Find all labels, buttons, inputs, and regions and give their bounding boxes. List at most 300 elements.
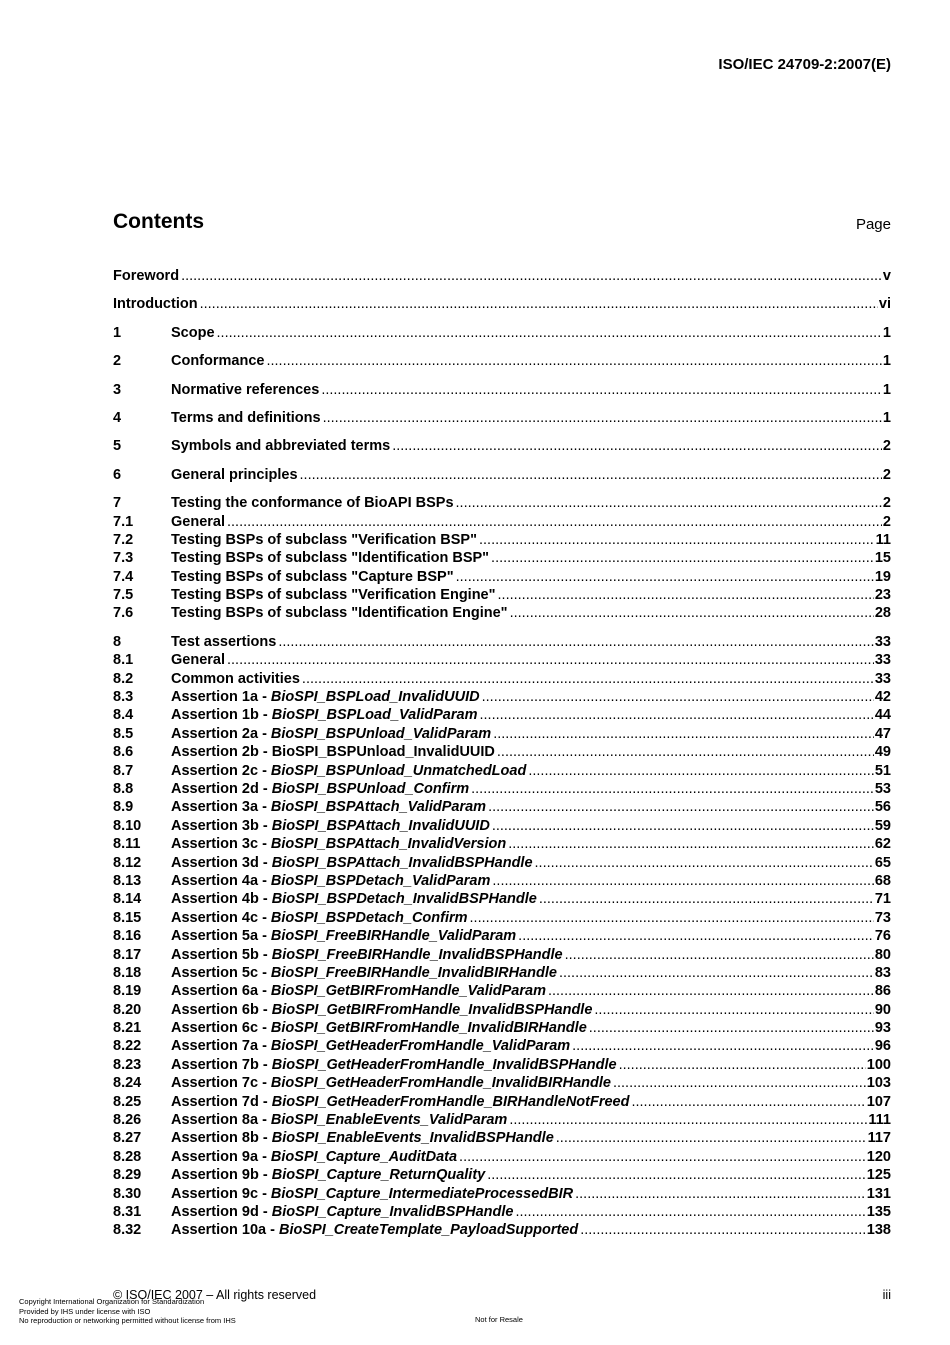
toc-entry[interactable]: [113, 1167, 891, 1185]
dot-leader: [487, 1167, 866, 1183]
dot-leader: [497, 744, 874, 760]
toc-entry-page: 62: [874, 836, 891, 853]
dot-leader: [227, 652, 874, 668]
toc-entry-page: 19: [874, 568, 891, 585]
stamp-line: Copyright International Organization for Standardization: [19, 1297, 205, 1306]
dot-leader: [302, 671, 874, 687]
dot-leader: [456, 495, 882, 511]
dot-leader: [300, 467, 882, 483]
toc-entry[interactable]: [113, 296, 891, 314]
toc-entry-number: 8.26: [113, 1112, 142, 1129]
dot-leader: [619, 1057, 866, 1073]
dot-leader: [217, 325, 882, 341]
toc-entry-title: [171, 382, 319, 398]
toc-entry-title: [171, 353, 264, 369]
toc-entry-title-text: Introduction: [113, 296, 198, 313]
toc-entry-function-name: BioSPI_CreateTemplate_PayloadSupported: [279, 1222, 579, 1239]
toc-entry[interactable]: [113, 928, 891, 946]
toc-entry[interactable]: [113, 836, 891, 854]
toc-entry-page: 86: [874, 983, 891, 1000]
toc-entry-title-text: Normative references: [171, 381, 320, 398]
stamp-line: No reproduction or networking permitted without license from IHS: [19, 1316, 236, 1325]
dot-leader: [565, 947, 874, 963]
dot-leader: [488, 799, 874, 815]
toc-entry[interactable]: [113, 965, 891, 983]
toc-entry-page: 2: [882, 513, 891, 530]
toc-entry-page: 131: [866, 1185, 891, 1202]
toc-entry-number: 8.8: [113, 780, 134, 797]
toc-entry[interactable]: [113, 353, 891, 371]
toc-entry-number: 8.18: [113, 964, 142, 981]
toc-entry-function-name: BioSPI_BSPUnload_ValidParam: [270, 725, 492, 742]
dot-leader: [479, 532, 875, 548]
toc-entry-page: 44: [874, 707, 891, 724]
toc-entry-page: 111: [868, 1112, 891, 1129]
toc-entry[interactable]: [113, 855, 891, 873]
toc-entry-title-text: Scope: [171, 324, 215, 341]
toc-entry[interactable]: [113, 707, 891, 725]
toc-entry-title: [171, 410, 321, 426]
toc-entry[interactable]: [113, 1130, 891, 1148]
toc-entry[interactable]: [113, 1075, 891, 1093]
toc-entry-function-name: BioSPI_Capture_ReturnQuality: [271, 1167, 486, 1184]
toc-entry-page: 33: [874, 652, 891, 669]
toc-entry-title-text: Testing BSPs of subclass "Identification Engine": [171, 605, 508, 622]
toc-entry-function-name: BioSPI_EnableEvents_ValidParam: [270, 1112, 508, 1129]
toc-entry-number: 8.27: [113, 1130, 142, 1147]
toc-entry-title: [171, 1222, 578, 1238]
toc-entry-number: 8.30: [113, 1185, 142, 1202]
dot-leader: [515, 1204, 865, 1220]
dot-leader: [200, 296, 878, 312]
not-for-resale-note: Not for Resale: [475, 1315, 523, 1324]
dot-leader: [482, 689, 874, 705]
toc-entry-title-text: Assertion 2c -: [171, 762, 271, 779]
toc-entry-title: [171, 587, 496, 603]
toc-entry-number: 7.3: [113, 550, 134, 567]
toc-entry-page: 33: [874, 670, 891, 687]
dot-leader: [266, 353, 881, 369]
toc-entry-function-name: BioSPI_GetBIRFromHandle_InvalidBSPHandle: [271, 1001, 593, 1018]
dot-leader: [548, 983, 874, 999]
toc-entry-function-name: BioSPI_Capture_IntermediateProcessedBIR: [270, 1185, 574, 1202]
page-column-label: Page: [855, 216, 891, 233]
toc-entry-page: 138: [866, 1222, 891, 1239]
license-stamp: [19, 1297, 236, 1326]
toc-entry[interactable]: [113, 382, 891, 400]
dot-leader: [392, 438, 882, 454]
toc-entry-title-text: Assertion 6a -: [171, 983, 271, 1000]
toc-entry-function-name: BioSPI_FreeBIRHandle_ValidParam: [270, 928, 517, 945]
toc-entry-title-text: Testing BSPs of subclass "Verification Engine": [171, 587, 496, 604]
toc-entry[interactable]: [113, 1204, 891, 1222]
toc-entry[interactable]: [113, 910, 891, 928]
toc-entry-title-text: Assertion 2d -: [171, 780, 272, 797]
toc-entry-title: [171, 532, 477, 548]
toc-entry[interactable]: [113, 1057, 891, 1075]
toc-entry-page: 51: [874, 762, 891, 779]
toc-entry-number: 2: [113, 353, 122, 370]
toc-entry-title: [171, 1038, 570, 1054]
toc-entry-page: 47: [874, 725, 891, 742]
toc-entry-page: 53: [874, 780, 891, 797]
toc-entry-title-text: Assertion 3d -: [171, 854, 272, 871]
toc-entry[interactable]: [113, 1186, 891, 1204]
toc-entry-page: 100: [866, 1056, 891, 1073]
toc-entry[interactable]: [113, 495, 891, 513]
toc-entry[interactable]: [113, 671, 891, 689]
toc-entry-title-text: Foreword: [113, 268, 180, 284]
toc-entry-title: [171, 550, 489, 566]
toc-entry-title: [171, 438, 390, 454]
toc-entry[interactable]: [113, 763, 891, 781]
toc-entry-page: 135: [866, 1203, 891, 1220]
footer-page-number: iii: [882, 1288, 891, 1302]
toc-entry-title-text: Assertion 1b -: [171, 707, 272, 724]
toc-entry-title: [171, 1204, 513, 1220]
toc-entry-page: 68: [874, 872, 891, 889]
dot-leader: [509, 1112, 867, 1128]
toc-entry-number: 8.32: [113, 1222, 142, 1239]
toc-entry-page: 59: [874, 817, 891, 834]
dot-leader: [539, 891, 874, 907]
toc-entry-title: [171, 818, 490, 834]
toc-entry[interactable]: [113, 818, 891, 836]
toc-entry[interactable]: [113, 891, 891, 909]
toc-entry-title-text: Assertion 6b -: [171, 1001, 272, 1018]
toc-entry-number: 8.9: [113, 799, 134, 816]
toc-entry-number: 8.11: [113, 836, 141, 853]
toc-entry-function-name: BioSPI_BSPUnload_Confirm: [271, 780, 470, 797]
toc-entry-number: 8.22: [113, 1038, 142, 1055]
dot-leader: [594, 1002, 873, 1018]
toc-entry-number: 8.13: [113, 872, 142, 889]
dot-leader: [510, 605, 874, 621]
toc-entry-number: 8.23: [113, 1056, 142, 1073]
toc-entry-page: 76: [874, 928, 891, 945]
dot-leader: [470, 910, 874, 926]
toc-entry-title-text: Assertion 2a -: [171, 725, 271, 742]
toc-entry-title-text: Symbols and abbreviated terms: [171, 438, 391, 455]
toc-entry[interactable]: [113, 438, 891, 456]
toc-entry-title-text: Assertion 7a -: [171, 1038, 271, 1055]
toc-entry-title-text: Testing BSPs of subclass "Verification BSP": [171, 531, 477, 548]
toc-entry-title: [113, 296, 198, 312]
toc-entry-function-name: BioSPI_BSPDetach_ValidParam: [270, 872, 491, 889]
dot-leader: [556, 1130, 867, 1146]
toc-entry-page: v: [882, 268, 891, 284]
dot-leader: [498, 587, 874, 603]
toc-entry-title-text: Assertion 6c -: [171, 1020, 271, 1037]
toc-entry-number: 8.5: [113, 725, 134, 742]
toc-entry-number: 8.15: [113, 909, 142, 926]
stamp-line: Provided by IHS under license with ISO: [19, 1306, 151, 1316]
toc-entry-title-text: Assertion 3a -: [171, 799, 271, 816]
toc-entry-title: [171, 763, 526, 779]
toc-entry-number: 8.7: [113, 762, 134, 779]
toc-entry[interactable]: [113, 1002, 891, 1020]
toc-entry-number: 8.1: [113, 652, 134, 669]
toc-entry-title-text: Assertion 9a -: [171, 1148, 271, 1165]
toc-entry-title: [171, 947, 563, 963]
toc-entry-title: [171, 1075, 611, 1091]
toc-entry-number: 8.3: [113, 689, 134, 706]
toc-entry-number: 4: [113, 409, 122, 426]
toc-entry-number: 8.6: [113, 744, 134, 761]
toc-entry-function-name: BioSPI_GetHeaderFromHandle_ValidParam: [270, 1038, 571, 1055]
toc-entry[interactable]: [113, 532, 891, 550]
toc-entry-title-text: General: [171, 513, 225, 530]
toc-entry[interactable]: [113, 781, 891, 799]
toc-entry[interactable]: [113, 1149, 891, 1167]
toc-entry-title: [171, 671, 300, 687]
dot-leader: [580, 1222, 866, 1238]
dot-leader: [508, 836, 874, 852]
toc-entry-function-name: BioSPI_GetHeaderFromHandle_InvalidBIRHandle: [270, 1075, 611, 1092]
toc-entry-function-name: BioSPI_BSPAttach_InvalidUUID: [271, 817, 490, 834]
toc-entry-title-text: Assertion 5a -: [171, 928, 271, 945]
toc-entry[interactable]: [113, 605, 891, 623]
footer-copyright: © ISO/IEC 2007 – All rights reserved: [113, 1288, 317, 1302]
toc-entry-function-name: BioSPI_GetHeaderFromHandle_BIRHandleNotFreed: [271, 1093, 630, 1110]
toc-entry[interactable]: [113, 744, 891, 762]
toc-entry-title: [171, 910, 468, 926]
toc-entry-page: 93: [874, 1020, 891, 1037]
toc-entry-number: 8.21: [113, 1020, 142, 1037]
toc-entry-title: [171, 836, 506, 852]
toc-entry-title-text: Assertion 7c -: [171, 1075, 271, 1092]
dot-leader: [572, 1038, 874, 1054]
toc-entry-title: [171, 1020, 587, 1036]
dot-leader: [528, 763, 874, 779]
dot-leader: [323, 410, 882, 426]
toc-entry-page: 42: [874, 689, 891, 706]
toc-entry-number: 7.6: [113, 605, 134, 622]
toc-entry-title-text: Assertion 9c -: [171, 1185, 271, 1202]
toc-entry[interactable]: [113, 1112, 891, 1130]
toc-entry-title: [171, 873, 490, 889]
toc-entry-number: 6: [113, 466, 122, 483]
dot-leader: [459, 1149, 866, 1165]
toc-entry-title: [171, 707, 477, 723]
toc-entry[interactable]: [113, 325, 891, 343]
toc-entry-title-text: Assertion 8b -: [171, 1130, 272, 1147]
toc-entry-title: [171, 325, 215, 341]
toc-entry-number: 5: [113, 438, 122, 455]
toc-entry[interactable]: [113, 634, 891, 652]
toc-entry-function-name: BioSPI_GetHeaderFromHandle_InvalidBSPHandle: [271, 1056, 617, 1073]
toc-entry-number: 8.24: [113, 1075, 142, 1092]
toc-entry-page: 11: [875, 531, 891, 548]
dot-leader: [575, 1186, 866, 1202]
toc-entry-title: [171, 891, 537, 907]
toc-entry-title: [171, 1149, 457, 1165]
dot-leader: [278, 634, 874, 650]
toc-entry-title: [171, 634, 276, 650]
dot-leader: [492, 818, 874, 834]
dot-leader: [589, 1020, 874, 1036]
toc-entry-function-name: BioSPI_BSPDetach_Confirm: [270, 909, 468, 926]
toc-entry-title: [171, 467, 298, 483]
toc-entry[interactable]: [113, 947, 891, 965]
toc-entry[interactable]: [113, 1020, 891, 1038]
document-id: ISO/IEC 24709-2:2007(E): [718, 56, 891, 73]
toc-entry[interactable]: [113, 1222, 891, 1240]
toc-entry-number: 7: [113, 495, 122, 512]
toc-entry-page: 117: [867, 1130, 891, 1147]
toc-entry[interactable]: [113, 467, 891, 485]
toc-entry-page: 33: [874, 633, 891, 650]
toc-entry-title-text: Assertion 3b -: [171, 817, 272, 834]
dot-leader: [631, 1094, 865, 1110]
toc-entry[interactable]: [113, 268, 891, 286]
toc-entry-number: 8.29: [113, 1167, 142, 1184]
toc-entry-title: [171, 689, 480, 705]
toc-entry-function-name: BioSPI_BSPAttach_InvalidVersion: [270, 836, 507, 853]
toc-entry-page: 49: [874, 744, 891, 761]
toc-entry-page: 125: [866, 1167, 891, 1184]
toc-entry[interactable]: [113, 1094, 891, 1112]
toc-entry-function-name: BioSPI_Capture_AuditData: [270, 1148, 458, 1165]
toc-entry[interactable]: [113, 652, 891, 670]
dot-leader: [471, 781, 874, 797]
toc-entry-page: 1: [882, 324, 891, 341]
toc-entry-title-text: Assertion 3c -: [171, 836, 271, 853]
toc-entry-title-text: Assertion 10a -: [171, 1222, 279, 1239]
toc-entry-number: 8.17: [113, 946, 142, 963]
toc-entry[interactable]: [113, 550, 891, 568]
toc-entry-title-text: Assertion 1a -: [171, 689, 271, 706]
toc-entry-title-text: Assertion 9b -: [171, 1167, 272, 1184]
toc-entry-function-name: BioSPI_FreeBIRHandle_InvalidBIRHandle: [270, 964, 557, 981]
toc-entry-title: [171, 781, 469, 797]
toc-entry-title: [171, 928, 516, 944]
toc-entry-title-text: Assertion 4b -: [171, 891, 272, 908]
toc-entry-title: [171, 1167, 485, 1183]
toc-entry-number: 7.2: [113, 531, 134, 548]
dot-leader: [518, 928, 874, 944]
toc-entry-title-text: Testing the conformance of BioAPI BSPs: [171, 495, 454, 512]
toc-entry-title: [171, 1112, 507, 1128]
toc-entry-title-text: Common activities: [171, 670, 300, 687]
toc-entry-number: 8.16: [113, 928, 142, 945]
toc-entry-title: [171, 514, 225, 530]
dot-leader: [456, 569, 874, 585]
toc-entry-title-text: Assertion 7d -: [171, 1093, 272, 1110]
toc-entry[interactable]: [113, 1038, 891, 1056]
toc-entry-page: 103: [866, 1075, 891, 1092]
toc-entry-function-name: BioSPI_BSPAttach_InvalidBSPHandle: [271, 854, 533, 871]
dot-leader: [321, 382, 882, 398]
toc-entry-page: 120: [866, 1148, 891, 1165]
toc-entry-page: 73: [874, 909, 891, 926]
dot-leader: [493, 726, 874, 742]
toc-entry-page: 1: [882, 353, 891, 370]
toc-entry-title-text: Testing BSPs of subclass "Identification BSP": [171, 550, 490, 567]
toc-entry[interactable]: [113, 587, 891, 605]
toc-entry-number: 8.25: [113, 1093, 142, 1110]
toc-entry-page: 107: [866, 1093, 891, 1110]
toc-entry[interactable]: [113, 514, 891, 532]
toc-entry-page: 96: [874, 1038, 891, 1055]
toc-entry-number: 8: [113, 633, 122, 650]
toc-entry-title-text: Assertion 8a -: [171, 1112, 271, 1129]
toc-entry-function-name: BioSPI_Capture_InvalidBSPHandle: [271, 1203, 514, 1220]
dot-leader: [479, 707, 873, 723]
toc-entry-function-name: BioSPI_BSPUnload_UnmatchedLoad: [270, 762, 527, 779]
toc-entry-number: 8.10: [113, 817, 142, 834]
toc-entry-function-name: BioSPI_BSPLoad_ValidParam: [271, 707, 478, 724]
toc-entry-number: 8.2: [113, 670, 134, 687]
dot-leader: [491, 550, 874, 566]
toc-entry[interactable]: [113, 569, 891, 587]
toc-entry-page: 2: [882, 495, 891, 512]
toc-entry-page: 83: [874, 964, 891, 981]
toc-entry-title: [171, 495, 454, 511]
toc-entry-page: 2: [882, 438, 891, 455]
toc-entry-title: [113, 268, 179, 284]
toc-entry[interactable]: [113, 726, 891, 744]
toc-entry-page: 56: [874, 799, 891, 816]
toc-entry-title-text: Test assertions: [171, 633, 277, 650]
toc-entry-title-text: Assertion 4a -: [171, 872, 271, 889]
toc-entry-title: [171, 726, 491, 742]
toc-entry-title-text: Assertion 7b -: [171, 1056, 272, 1073]
toc-entry-number: 7.4: [113, 568, 134, 585]
contents-title: Contents: [113, 210, 204, 233]
toc-entry-function-name: BioSPI_BSPAttach_ValidParam: [270, 799, 487, 816]
toc-entry-number: 8.14: [113, 891, 142, 908]
toc-entry-page: 1: [882, 381, 891, 398]
toc-entry[interactable]: [113, 689, 891, 707]
toc-entry-function-name: BioSPI_GetBIRFromHandle_InvalidBIRHandle: [270, 1020, 587, 1037]
toc-entry-title: [171, 855, 533, 871]
toc-entry[interactable]: [113, 410, 891, 428]
toc-entry-title-text: Terms and definitions: [171, 409, 321, 426]
toc-entry-page: 65: [874, 854, 891, 871]
dot-leader: [535, 855, 874, 871]
toc-entry-title: [171, 965, 557, 981]
toc-entry-title-text: Assertion 5b -: [171, 946, 272, 963]
toc-entry-number: 7.1: [113, 513, 134, 530]
toc-entry-title-text: General: [171, 652, 225, 669]
toc-entry-page: 2: [882, 466, 891, 483]
toc-entry[interactable]: [113, 799, 891, 817]
toc-entry-page: 80: [874, 946, 891, 963]
toc-entry-title-text: Testing BSPs of subclass "Capture BSP": [171, 568, 454, 585]
toc-entry-title: [171, 1186, 573, 1202]
toc-entry-function-name: BioSPI_BSPDetach_InvalidBSPHandle: [271, 891, 537, 908]
toc-entry-page: 28: [874, 605, 891, 622]
dot-leader: [227, 514, 882, 530]
toc-entry-title-text: Assertion 5c -: [171, 964, 271, 981]
toc-entry-title-text: Assertion 2b - BioSPI_BSPUnload_InvalidUUID: [171, 744, 495, 761]
toc-entry-number: 8.31: [113, 1203, 142, 1220]
toc-entry-title: [171, 1094, 629, 1110]
toc-entry-title: [171, 1057, 617, 1073]
toc-entry-number: 8.19: [113, 983, 142, 1000]
toc-entry-title: [171, 1002, 592, 1018]
toc-entry-function-name: BioSPI_FreeBIRHandle_InvalidBSPHandle: [271, 946, 563, 963]
toc-entry-title: [171, 1130, 554, 1146]
toc-entry-title-text: Assertion 9d -: [171, 1203, 272, 1220]
toc-entry-title-text: Assertion 4c -: [171, 909, 271, 926]
toc-entry[interactable]: [113, 983, 891, 1001]
toc-entry-title: [171, 799, 486, 815]
toc-entry-page: 1: [882, 409, 891, 426]
toc-entry[interactable]: [113, 873, 891, 891]
dot-leader: [181, 268, 882, 284]
